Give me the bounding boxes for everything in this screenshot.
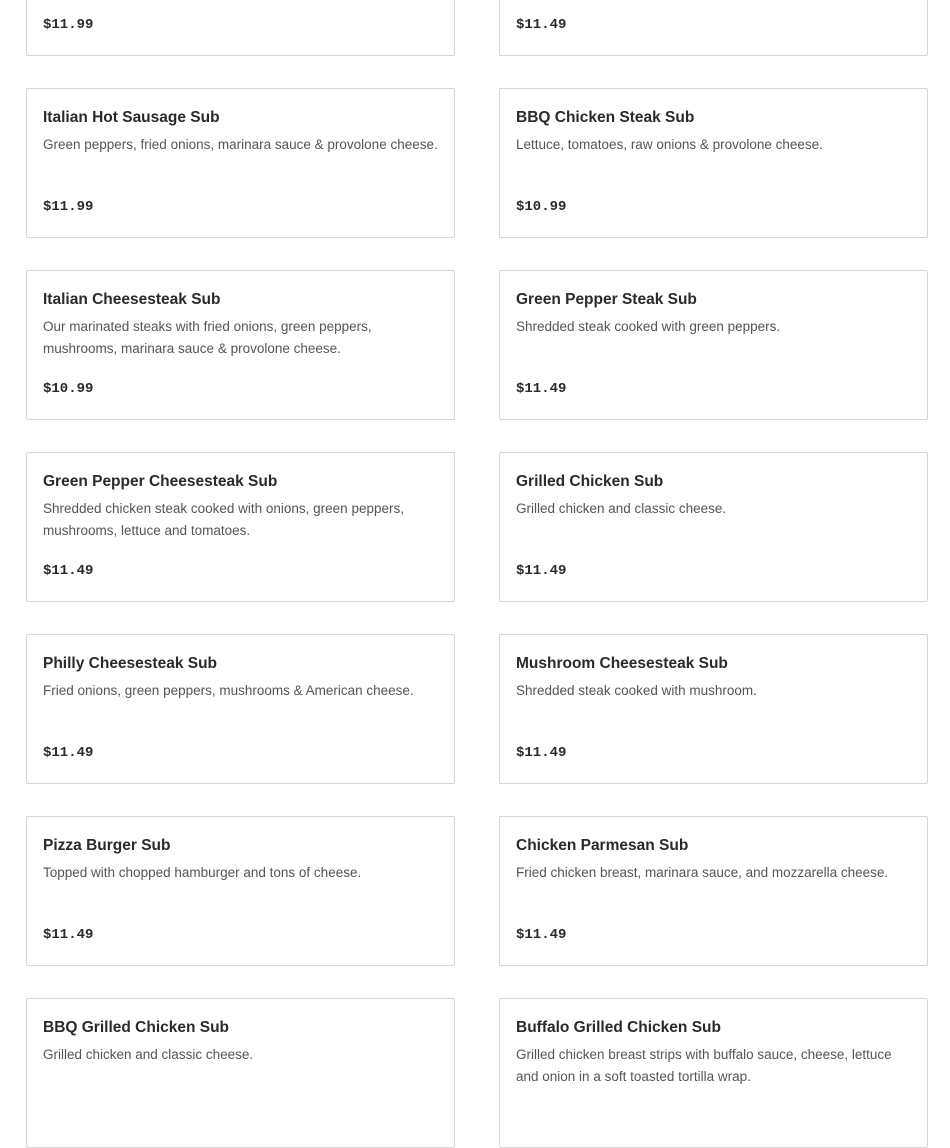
menu-item-name: BBQ Grilled Chicken Sub bbox=[43, 1019, 230, 1036]
menu-item-name: Philly Cheesesteak Sub bbox=[43, 655, 218, 672]
menu-item-name: Buffalo Grilled Chicken Sub bbox=[516, 1019, 721, 1036]
menu-item-price: $11.49 bbox=[43, 563, 94, 579]
menu-item-card[interactable] bbox=[26, 452, 455, 602]
menu-item-price: $11.49 bbox=[516, 927, 567, 943]
menu-item-name: Grilled Chicken Sub bbox=[516, 473, 664, 490]
menu-item-card[interactable] bbox=[26, 88, 455, 238]
menu-item-price: $11.49 bbox=[516, 745, 567, 761]
menu-item-description: Green peppers, fried onions, marinara sauce & provolone cheese. bbox=[43, 137, 438, 152]
menu-item-description: Grilled chicken breast strips with buffalo sauce, cheese, lettuce and onion in a soft toasted tortilla wrap. bbox=[516, 1047, 892, 1084]
menu-item-description: Shredded steak cooked with mushroom. bbox=[516, 683, 757, 698]
menu-item-price: $10.99 bbox=[516, 199, 567, 215]
menu-item-price: $11.49 bbox=[516, 381, 567, 397]
menu-item-description: Fried onions, green peppers, mushrooms & American cheese. bbox=[43, 683, 414, 698]
menu-item-name: Green Pepper Cheesesteak Sub bbox=[43, 473, 278, 490]
menu-item-card[interactable] bbox=[499, 452, 928, 602]
menu-item-description: Shredded chicken steak cooked with onions, green peppers, mushrooms, lettuce and tomatoes. bbox=[43, 501, 404, 538]
menu-item-description: Lettuce, tomatoes, raw onions & provolone cheese. bbox=[516, 137, 823, 152]
menu-item-card[interactable] bbox=[26, 270, 455, 420]
menu-item-card[interactable] bbox=[26, 998, 455, 1148]
menu-item-grid bbox=[26, 0, 928, 1148]
menu-item-card[interactable] bbox=[499, 270, 928, 420]
menu-item-name: Pizza Burger Sub bbox=[43, 837, 171, 854]
menu-item-name: Chicken Parmesan Sub bbox=[516, 837, 689, 854]
menu-item-card[interactable] bbox=[499, 0, 928, 56]
menu-item-card[interactable] bbox=[499, 88, 928, 238]
menu-item-card[interactable] bbox=[26, 816, 455, 966]
menu-item-price: $11.99 bbox=[43, 199, 94, 215]
menu-item-name: Italian Cheesesteak Sub bbox=[43, 291, 221, 308]
menu-item-price: $11.49 bbox=[516, 563, 567, 579]
menu-item-description: Grilled chicken and classic cheese. bbox=[43, 1047, 254, 1062]
menu-item-price: $11.49 bbox=[43, 745, 94, 761]
menu-item-price: $11.49 bbox=[43, 927, 94, 943]
menu-item-description: Fried chicken breast, marinara sauce, and mozzarella cheese. bbox=[516, 865, 889, 880]
menu-item-price: $10.99 bbox=[43, 381, 94, 397]
menu-item-card[interactable] bbox=[499, 816, 928, 966]
menu-item-description: Our marinated steaks with fried onions, green peppers, mushrooms, marinara sauce & provolone cheese. bbox=[43, 319, 372, 356]
menu-item-name: Italian Hot Sausage Sub bbox=[43, 109, 220, 126]
menu-item-price: $11.49 bbox=[516, 17, 567, 33]
menu-item-description: Grilled chicken and classic cheese. bbox=[516, 501, 727, 516]
menu-item-name: Green Pepper Steak Sub bbox=[516, 291, 697, 308]
menu-item-card[interactable] bbox=[26, 0, 455, 56]
menu-item-description: Topped with chopped hamburger and tons of cheese. bbox=[43, 865, 362, 880]
menu-item-card[interactable] bbox=[26, 634, 455, 784]
menu-item-price: $11.99 bbox=[43, 17, 94, 33]
menu-item-card[interactable] bbox=[499, 998, 928, 1148]
menu-item-card[interactable] bbox=[499, 634, 928, 784]
menu-item-name: BBQ Chicken Steak Sub bbox=[516, 109, 695, 126]
menu-item-name: Mushroom Cheesesteak Sub bbox=[516, 655, 728, 672]
menu-item-description: Shredded steak cooked with green peppers. bbox=[516, 319, 781, 334]
